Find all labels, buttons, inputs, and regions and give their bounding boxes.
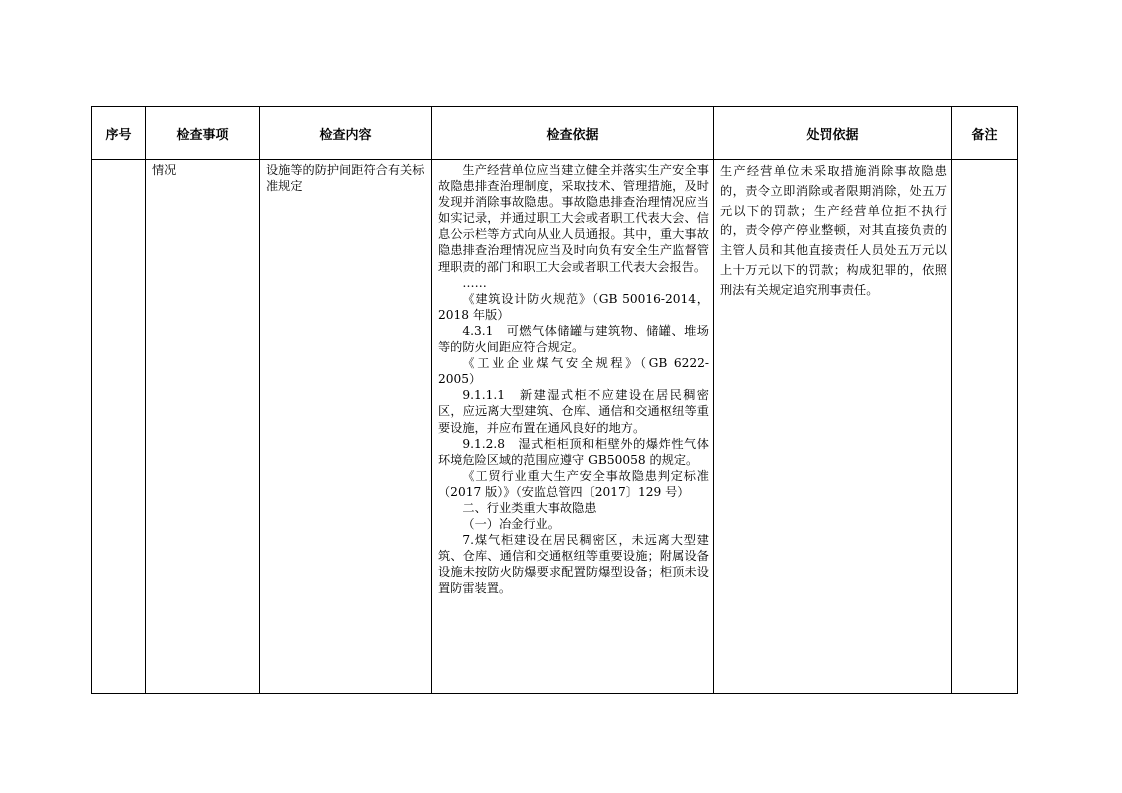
header-item: 检查事项 <box>146 107 260 160</box>
penalty-text: 生产经营单位未采取措施消除事故隐患的，责令立即消除或者限期消除，处五万元以下的罚款；生产经营单位拒不执行的，责令停产停业整顿，对其直接负责的主管人员和其他直接责任人员处五万元以上十万元以下的罚款；构成犯罪的，依照刑法有关规定追究刑事责任。 <box>720 164 947 297</box>
basis-paragraph: …… <box>462 275 487 290</box>
remark-text <box>952 160 1017 162</box>
basis-paragraph: 《建筑设计防火规范》（GB 50016-2014，2018 年版） <box>438 291 709 322</box>
header-remark: 备注 <box>952 107 1018 160</box>
basis-paragraph: 7.煤气柜建设在居民稠密区，未远离大型建筑、仓库、通信和交通枢纽等重要设施；附属设备设施未按防火防爆要求配置防爆型设备；柜顶未设置防雷装置。 <box>438 533 709 596</box>
basis-paragraph: 二、行业类重大事故隐患 <box>462 500 597 515</box>
item-text: 情况 <box>152 163 177 177</box>
cell-item <box>146 160 260 694</box>
basis-paragraph: （一）冶金行业。 <box>462 517 560 532</box>
header-content: 检查内容 <box>260 107 432 160</box>
basis-paragraph: 9.1.2.8 湿式柜柜顶和柜壁外的爆炸性气体环境危险区域的范围应遵守 GB50058 的规定。 <box>438 436 709 467</box>
header-penalty: 处罚依据 <box>714 107 952 160</box>
table-row <box>92 160 1018 694</box>
seq-text <box>92 160 145 162</box>
cell-remark <box>952 160 1018 694</box>
basis-paragraph: 4.3.1 可燃气体储罐与建筑物、储罐、堆场等的防火间距应符合规定。 <box>438 323 709 355</box>
header-seq: 序号 <box>92 107 146 160</box>
basis-paragraph: 生产经营单位应当建立健全并落实生产安全事故隐患排查治理制度，采取技术、管理措施，及时发现并消除事故隐患。事故隐患排查治理情况应当如实记录，并通过职工大会或者职工代表大会、信息公示栏等方式向从业人员通报。其中，重大事故隐患排查治理情况应当及时向负有安全生产监督管理职责的部门和职工大会或者职工代表大会报告。 <box>438 163 709 274</box>
basis-paragraph: 《工贸行业重大生产安全事故隐患判定标准（2017 版）》（安监总管四〔2017〕129 号） <box>438 468 709 499</box>
cell-penalty <box>714 160 952 694</box>
header-basis: 检查依据 <box>432 107 714 160</box>
basis-paragraph: 9.1.1.1 新建湿式柜不应建设在居民稠密区，应远离大型建筑、仓库、通信和交通枢纽等重要设施，并应布置在通风良好的地方。 <box>438 388 709 435</box>
cell-basis <box>432 160 714 694</box>
cell-content <box>260 160 432 694</box>
header-row <box>92 107 1018 160</box>
basis-paragraph: 《工业企业煤气安全规程》（GB 6222-2005） <box>438 356 709 387</box>
basis-text <box>432 160 713 597</box>
inspection-table <box>91 106 1018 694</box>
content-text: 设施等的防护间距符合有关标准规定 <box>266 163 425 194</box>
cell-seq <box>92 160 146 694</box>
